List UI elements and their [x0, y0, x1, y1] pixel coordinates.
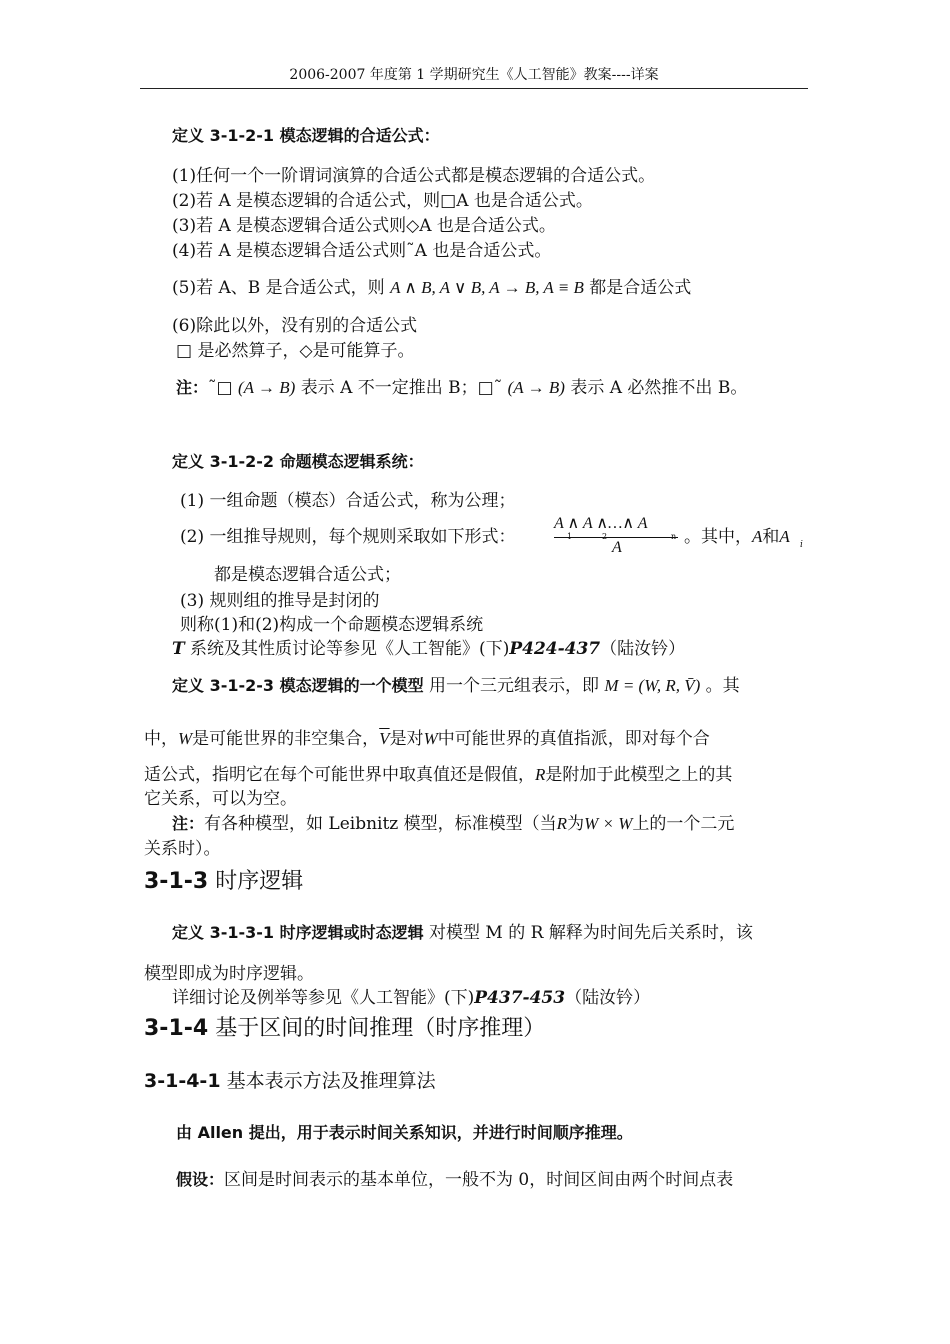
- subsection-3-1-4-1-number: 3-1-4-1: [144, 1070, 221, 1092]
- model-formula: M = (W, R, V̄): [604, 676, 701, 695]
- rule-subscript-n: n: [671, 532, 677, 541]
- section-3-1-4-heading: [144, 1015, 545, 1043]
- definition-3-1-2-3-line-1: [172, 674, 740, 698]
- rule-subscript-2: 2: [602, 532, 608, 541]
- section-3-1-4-number: 3-1-4: [144, 1016, 209, 1041]
- wff-item-6: (6)除此以外，没有别的合适公式: [172, 316, 418, 336]
- model-line-2: [144, 727, 710, 751]
- assumption-line: [176, 1168, 733, 1192]
- model-line-2-d: 中可能世界的真值指派，即对每个合: [437, 729, 710, 749]
- section-3-1-4-title: 基于区间的时间推理（时序推理）: [215, 1016, 546, 1041]
- system-item-2-suffix: [684, 525, 790, 549]
- t-system-reference-author: （陆汝钤）: [600, 639, 686, 659]
- page-header: 2006-2007 年度第 1 学期研究生《人工智能》教案----详案: [289, 67, 659, 83]
- wff-item-1: (1)任何一个一阶谓词演算的合适公式都是模态逻辑的合适公式。: [172, 166, 656, 186]
- model-note-end: 关系时）。: [144, 839, 221, 859]
- system-item-2-ai: A: [779, 527, 790, 546]
- system-item-2-continued: 都是模态逻辑合适公式；: [214, 565, 401, 585]
- section-3-1-3-title: 时序逻辑: [215, 869, 304, 894]
- system-item-2-mid: 。其中，: [684, 527, 752, 547]
- t-system-reference-text: 系统及其性质讨论等参见《人工智能》(下): [184, 639, 510, 659]
- system-item-1: (1) 一组命题（模态）合适公式，称为公理；: [180, 491, 516, 511]
- modal-note-formula-1: (A → B): [237, 378, 296, 397]
- model-note-b: 为: [567, 814, 585, 834]
- model-note-a: 有各种模型，如 Leibnitz 模型，标准模型（当: [204, 814, 557, 834]
- model-line-2-w: W: [178, 729, 193, 748]
- modal-note-formula-2: (A → B): [507, 378, 565, 397]
- assumption-label: 假设：: [176, 1170, 225, 1189]
- rule-subscript-1: 1: [567, 532, 573, 541]
- system-item-2-subscript-i: i: [800, 540, 803, 550]
- model-text-1: 用一个三元组表示，即: [429, 676, 600, 696]
- model-line-3: [144, 763, 732, 787]
- temporal-logic-reference: [172, 986, 650, 1010]
- model-line-3-r: R: [535, 765, 546, 784]
- definition-3-1-2-1-label: 定义 3-1-2-1 模态逻辑的合适公式：: [172, 126, 440, 145]
- definition-3-1-2-2-label: 定义 3-1-2-2 命题模态逻辑系统：: [172, 452, 424, 471]
- inference-rule-fraction: [554, 514, 680, 560]
- definition-3-1-3-1-text-2: 模型即成为时序逻辑。: [144, 964, 314, 984]
- model-text-1-end: 。其: [705, 676, 740, 696]
- modal-note-part-b: 表示 A 不一定推出 B；□˜: [300, 378, 503, 398]
- model-line-2-b: 是可能世界的非空集合，: [192, 729, 380, 749]
- system-conclusion: 则称(1)和(2)构成一个命题模态逻辑系统: [180, 615, 484, 635]
- t-system-reference-pages: P424-437: [509, 639, 601, 659]
- model-line-4: 它关系，可以为空。: [144, 789, 297, 809]
- wff-item-2: (2)若 A 是模态逻辑的合适公式，则□A 也是合适公式。: [172, 191, 593, 211]
- subsection-3-1-4-1-title: 基本表示方法及推理算法: [226, 1070, 436, 1092]
- wff-item-5-formula: A ∧ B, A ∨ B, A → B, A ≡ B: [390, 278, 584, 297]
- system-item-3: (3) 规则组的推导是封闭的: [180, 591, 380, 611]
- assumption-text: 区间是时间表示的基本单位，一般不为 0，时间区间由两个时间点表: [224, 1170, 734, 1190]
- t-system-symbol: T: [172, 639, 185, 659]
- wff-item-5-suffix: 都是合适公式: [589, 278, 692, 298]
- modal-operators-note: □ 是必然算子，◇是可能算子。: [176, 341, 415, 361]
- definition-3-1-3-1-label: 定义 3-1-3-1 时序逻辑或时态逻辑: [172, 923, 424, 942]
- rule-denominator: A: [612, 539, 622, 556]
- model-note: [172, 812, 734, 836]
- wff-item-5-prefix: (5)若 A、B 是合适公式，则: [172, 278, 385, 298]
- modal-note: [176, 376, 747, 400]
- temporal-logic-reference-author: （陆汝钤）: [565, 988, 651, 1008]
- model-note-ww: W × W: [584, 814, 633, 833]
- allen-statement: 由 Allen 提出，用于表示时间关系知识，并进行时间顺序推理。: [176, 1123, 633, 1142]
- model-note-r: R: [556, 814, 568, 833]
- header-rule: [140, 88, 808, 89]
- section-3-1-3-number: 3-1-3: [144, 869, 209, 894]
- model-line-2-v: $\overline{V}$: [379, 729, 390, 748]
- system-item-2-a: A: [752, 527, 763, 546]
- definition-3-1-3-1: [172, 921, 753, 945]
- model-line-2-a: 中，: [144, 729, 178, 749]
- modal-note-label: 注：: [176, 378, 209, 397]
- model-line-3-b: 是附加于此模型之上的其: [545, 765, 733, 785]
- modal-note-part-a: ˜□: [208, 378, 233, 398]
- t-system-reference: [172, 637, 685, 661]
- rule-numerator: A ∧ A ∧…∧ A: [554, 515, 648, 532]
- wff-item-5: [172, 276, 691, 300]
- model-note-c: 上的一个二元: [632, 814, 735, 834]
- model-line-3-a: 适公式，指明它在每个可能世界中取真值还是假值，: [144, 765, 535, 785]
- subsection-3-1-4-1-heading: [144, 1068, 436, 1094]
- temporal-logic-reference-text: 详细讨论及例举等参见《人工智能》(下): [172, 988, 475, 1008]
- model-line-2-c: 是对: [389, 729, 424, 749]
- section-3-1-3-heading: [144, 868, 303, 896]
- temporal-logic-reference-pages: P437-453: [474, 988, 566, 1008]
- definition-3-1-2-3-label: 定义 3-1-2-3 模态逻辑的一个模型: [172, 676, 424, 695]
- wff-item-3: (3)若 A 是模态逻辑合适公式则◇A 也是合适公式。: [172, 216, 556, 236]
- model-note-label: 注：: [172, 814, 205, 833]
- definition-3-1-3-1-text: 对模型 M 的 R 解释为时间先后关系时，该: [429, 923, 753, 943]
- wff-item-4: (4)若 A 是模态逻辑合适公式则˜A 也是合适公式。: [172, 241, 552, 261]
- model-line-2-w2: W: [423, 729, 438, 748]
- modal-note-part-c: 表示 A 必然推不出 B。: [570, 378, 748, 398]
- system-item-2-prefix: (2) 一组推导规则，每个规则采取如下形式：: [180, 527, 516, 547]
- system-item-2-and: 和: [762, 527, 780, 547]
